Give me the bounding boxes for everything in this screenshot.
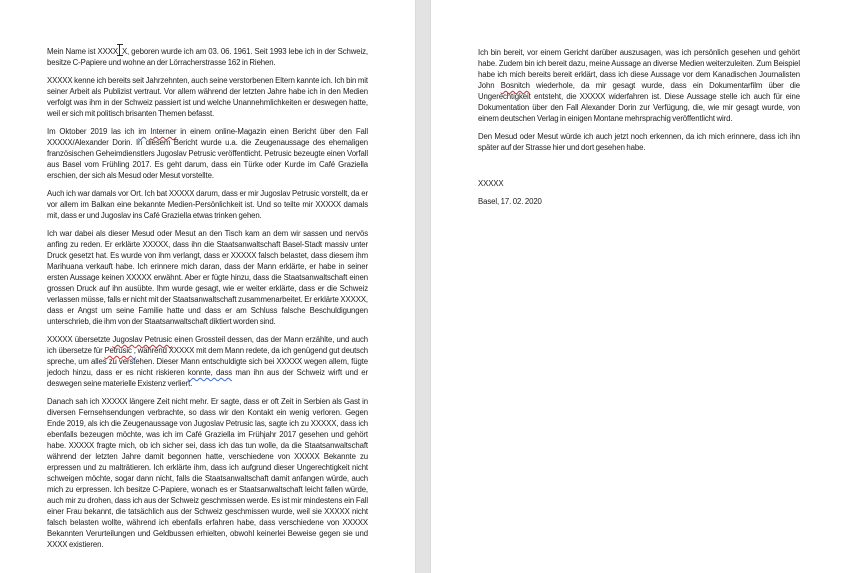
text-run: einen Grossteil dessen, das der Mann erzählte, und auch ich übersetze für [47,335,369,355]
text-run: Basel, 17. 02. 2020 [478,197,542,206]
document-page-1 [0,0,415,573]
paragraph [47,44,368,68]
paragraph [47,396,368,550]
paragraph [478,196,800,207]
paragraph [478,47,800,124]
paragraph [478,178,800,189]
paragraph [478,131,800,153]
text-run: XXXXX übersetzte [47,335,113,344]
text-run: XXXXX [478,179,504,188]
text-run: Ich bin bereit, vor einem Gericht darüber auszusagen, was ich persönlich gesehen und gehört habe. Zudem bin ich bereit dazu, meine Aussage an diverse Medien weiterzuleiten. Zum Beispiel habe ich mich bereits bereit erklärt, dass ich diese Aussage vor dem Kanadischen Journalisten John [478,48,800,90]
paragraph [47,188,368,221]
text-run: Im Oktober 2019 las ich [47,127,139,136]
grammar-squiggle: im [138,127,147,136]
grammar-squiggle: konnte, dass [187,368,233,377]
spellcheck-squiggle: Interner [150,127,177,136]
text-run: Mein Name ist XXXX [47,47,118,56]
text-run: Den Mesud oder Mesut würde ich auch jetzt noch erkennen, da ich mich erinnere, dass ich ihn später auf der Strasse hier und dort gesehen habe. [478,132,800,152]
page-2-text-area[interactable] [478,47,800,214]
text-run: während XXXXX mit dem Mann redete, da ich genügend gut deutsch spreche, um alles zu verstehen. Dieser Mann entschuldigte sich bei XXXXX wegen allem, fügte jedoch hinzu, dass er es nicht riskieren [47,346,368,377]
text-run: XXXXX kenne ich bereits seit Jahrzehnten, auch seine verstorbenen Eltern kannte ich. Ich bin mit seiner Arbeit als Publizist vertraut. Vor allem während der letzten Jahre habe ich in den Medien verfolgt was ihm in der Schweiz passiert ist und welche Unannehmlichkeiten er deswegen hatte, weil er sich mit politisch brisanten Themen befasst. [47,76,368,118]
page-gap [415,0,431,573]
paragraph [47,228,368,327]
document-page-2 [431,0,847,573]
text-run: in einem online-Magazin einen Bericht über den Fall XXXXX/Alexander Dorin. In diesem Bericht wurde u.a. die Zeugenaussage des ehemaligen französischen Geheimdienstlers Jugoslav Petrusic veröffentlicht. Petrusic bezeugte einen Vorfall aus Basel vom Frühling 2017. Es geht darum, dass ein Türke oder Kurde im Café Graziella erschien, der sich als Mesud oder Mesut vorstellte. [47,127,368,180]
spellcheck-squiggle: Bosnitch [500,81,530,90]
paragraph [478,160,800,171]
paragraph [47,75,368,119]
spellcheck-squiggle: Jugoslav Petrusic [112,335,173,344]
text-run: wiederhole, da mir gesagt wurde, dass ein Dokumentarfilm über die Ungerechtigkeit entsteht, die XXXXX widerfahren ist. Diese Aussage stelle ich auch für eine Dokumentation über den Fall Alexander Dorin zur Verfügung, die, wie mir gesagt wurde, von einem deutschen Verlag in einigen Montane mehrsprachig veröffentlicht wird. [478,81,800,123]
grammar-squiggle: , [131,346,136,355]
page-1-text-area[interactable] [47,44,368,557]
paragraph [47,334,368,389]
text-cursor-ibeam-icon [117,44,123,56]
text-run: Danach sah ich XXXXX längere Zeit nicht mehr. Er sagte, dass er oft Zeit in Serbien als Gast in diversen Fernsehsendungen verbrachte, so dass wir den Kontakt ein wenig verloren. Gegen Ende 2019, als ich die Zeugenaussage von Jugoslav Petrusic las, sagte ich zu XXXXX, dass ich ebenfalls bezeugen möchte, was ich im Café Graziella im Frühjahr 2017 gesehen und gehört habe. XXXXX fragte mich, ob ich sicher sei, dass ich das tun wolle, da die Staatsanwaltschaft während der letzten Jahre damit begonnen hatte, verschiedene von XXXXX Bekannte zu erpressen und zu malträtieren. Ich erklärte ihm, dass ich aufgrund dieser Ungerechtigkeit nicht schweigen möchte, sogar dann nicht, falls die Staatsanwaltschaft damit anfangen würde, auch mich zu erpressen. Ich besitze C-Papiere, wonach es er Staatsanwaltschaft leicht fallen würde, auch mir zu drohen, dass ich aus der Schweiz geschmissen werde. Es ist mir mindestens ein Fall einer Frau bekannt, die tatsächlich aus der Schweiz geschmissen wurde, weil sie XXXXX nicht falsch belasten wollte, während ich ebenfalls erfahren habe, dass verschiedene von XXXXX Bekannten Verurteilungen und Geldbussen erhielten, obwohl keinerlei Beweise gegen sie und XXXX existieren. [47,397,368,549]
spellcheck-squiggle: Petrusic [104,346,132,355]
text-run: Ich war dabei als dieser Mesud oder Mesut an den Tisch kam an dem wir sassen und nervös anfing zu reden. Er erklärte XXXXX, dass ihn die Staatsanwaltschaft Basel-Stadt massiv unter Druck gesetzt hat. Es wurde von ihm verlangt, dass er XXXXX falsch belastet, dass diesem ihm Marihuana verkauft habe. Ich erinnere mich daran, dass der Mann erklärte, er habe in seiner ersten Aussage keinen XXXXX erwähnt. Aber er fügte hinzu, dass die Staatsanwaltschaft einen grossen Druck auf ihn ausübte. Ihm wurde gesagt, wie er weiter erklärte, dass er die Schweiz verlassen müsse, falls er nicht mit der Staatsanwaltschaft zusammenarbeitet. Er erklärte XXXXX, dass er Angst um seine Familie hatte und dass er am Schluss falsche Beschuldigungen unterschrieb, die ihm von der Staatsanwaltschaft diktiert worden sind. [47,229,368,326]
text-run: man ihn aus der Schweiz wirft und er deswegen seine materielle Existenz verliert. [47,368,368,388]
paragraph [47,126,368,181]
text-run: Auch ich war damals vor Ort. Ich bat XXXXX darum, dass er mir Jugoslav Petrusic vorstellt, da er vor allem im Balkan eine bekannte Medien-Persönlichkeit ist. Und so teilte mir XXXXX damals mit, dass er und Jugoslav ins Café Graziella etwas trinken gehen. [47,189,368,220]
text-run: X, geboren wurde ich am 03. 06. 1961. Seit 1993 lebe ich in der Schweiz, besitze C-Papiere und wohne an der Lörracherstrasse 162 in Riehen. [47,47,368,67]
